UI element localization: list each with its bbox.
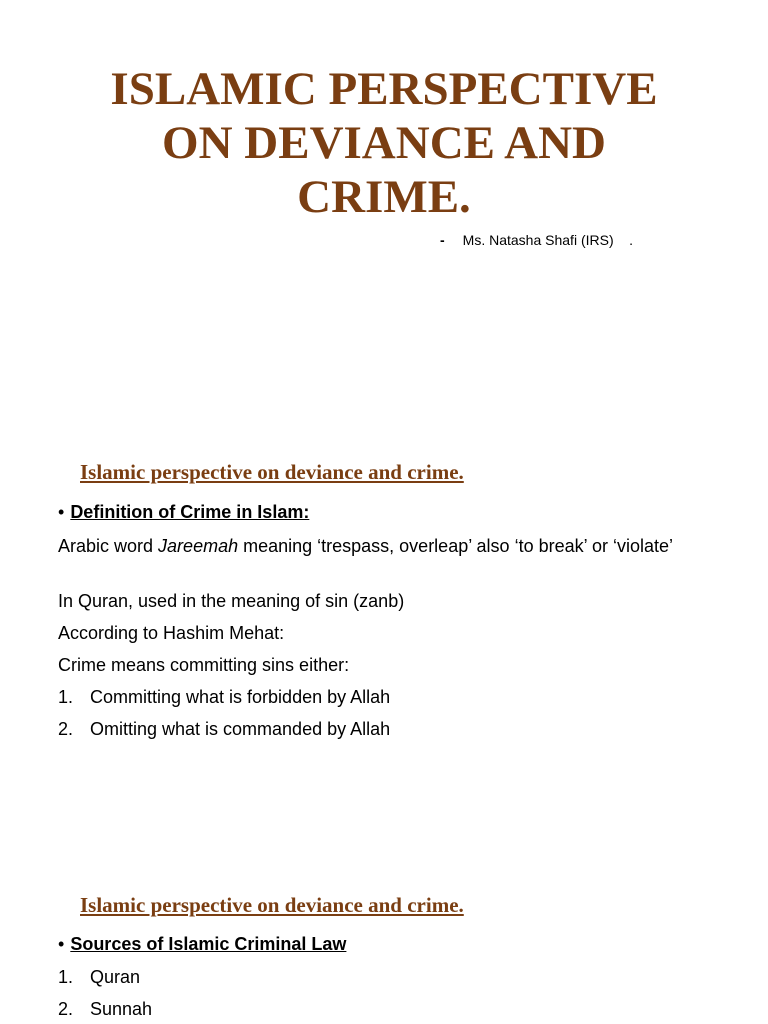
bullet-definition [58,502,309,523]
list-text: Committing what is forbidden by Allah [90,687,391,707]
bullet-dot-icon: • [58,502,65,522]
list-number: 1. [58,967,74,987]
bullet-dot-icon: • [58,934,65,954]
main-title [0,62,768,224]
bullet-sources [58,934,346,955]
arabic-word-line [58,535,708,558]
crime-line: Crime means committing sins either: [58,655,350,675]
list-item [58,966,708,989]
byline-author: Ms. Natasha Shafi (IRS) . [462,232,634,248]
title-slide [0,0,768,420]
title-line-3: CRIME. [297,171,471,223]
list-item [58,718,708,741]
hashim-line: According to Hashim Mehat: [58,623,285,643]
list-number: 2. [58,999,74,1019]
arabic-pre: Arabic word [58,536,159,556]
bullet-label: Definition of Crime in Islam: [70,502,310,522]
quran-line: In Quran, used in the meaning of sin (zanb) [58,591,405,611]
arabic-term: Jareemah [158,536,239,556]
list-text: Sunnah [90,999,153,1019]
list-number: 2. [58,719,74,739]
arabic-post: meaning ‘trespass, overleap’ also ‘to break’ or ‘violate’ [238,536,673,556]
title-line-2: ON DEVIANCE AND [162,117,606,169]
list-item [58,998,708,1021]
list-text: Quran [90,967,141,987]
slide-heading: Islamic perspective on deviance and crime. [80,893,464,917]
author-byline [440,232,633,248]
list-text: Omitting what is commanded by Allah [90,719,391,739]
byline-dash: - [440,232,445,248]
title-line-1: ISLAMIC PERSPECTIVE [110,63,658,115]
list-item [58,686,708,709]
list-number: 1. [58,687,74,707]
slide-heading: Islamic perspective on deviance and crime. [80,460,464,484]
bullet-label: Sources of Islamic Criminal Law [70,934,347,954]
